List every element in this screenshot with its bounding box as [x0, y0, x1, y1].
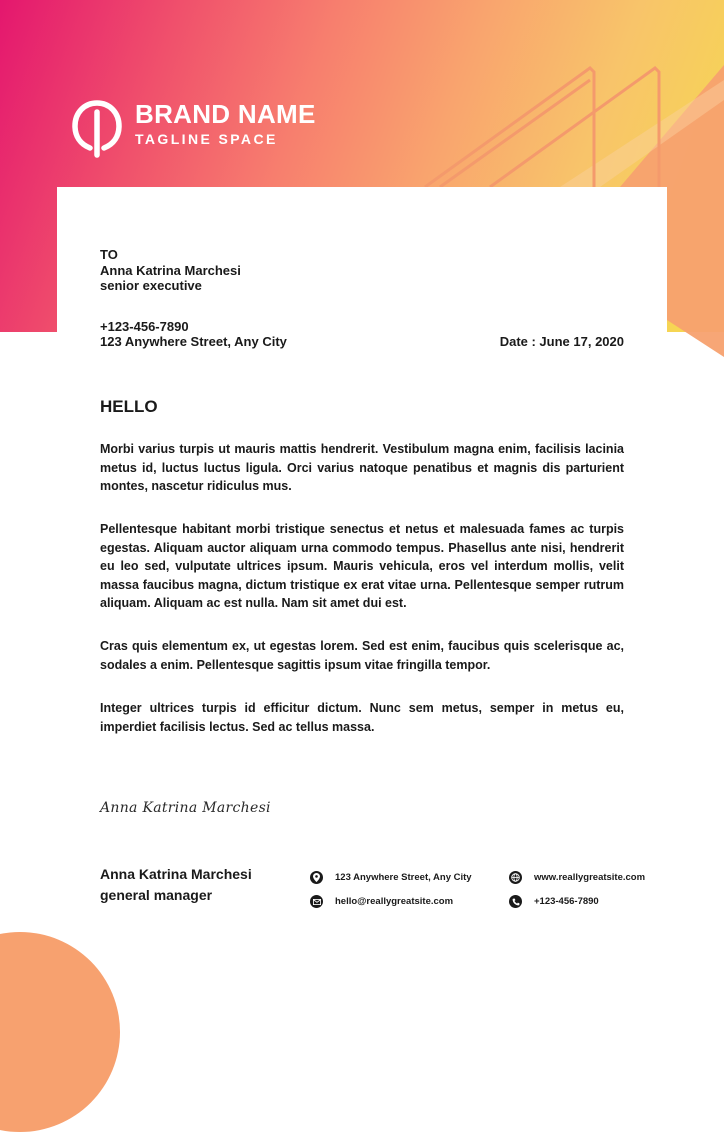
globe-icon: [509, 871, 522, 884]
phone-icon: [509, 895, 522, 908]
footer-website-text[interactable]: www.reallygreatsite.com: [534, 872, 646, 883]
footer-email[interactable]: [310, 895, 453, 908]
letter-date: Date : June 17, 2020: [499, 334, 624, 349]
footer-address: [310, 871, 472, 884]
footer-phone-text: +123-456-7890: [534, 896, 599, 907]
handwritten-signature: Anna Katrina Marchesi: [100, 800, 271, 816]
footer-email-text[interactable]: hello@reallygreatsite.com: [335, 896, 454, 907]
email-icon: [310, 895, 323, 908]
signer-name: Anna Katrina Marchesi: [100, 866, 252, 882]
sender-address: 123 Anywhere Street, Any City: [100, 334, 287, 349]
body-paragraph-1: Morbi varius turpis ut mauris mattis hendrerit. Vestibulum magna enim, facilisis lacinia metus id, luctus luctus ligula. Orci varius natoque penatibus et magnis dis parturient montes, nascetur ridiculus mus.: [100, 442, 624, 494]
recipient-name: Anna Katrina Marchesi: [100, 263, 241, 278]
footer-website[interactable]: [509, 871, 645, 884]
recipient-to-label: TO: [100, 247, 118, 262]
sender-phone: +123-456-7890: [100, 319, 189, 334]
body-paragraph-2: Pellentesque habitant morbi tristique senectus et netus et malesuada fames ac turpis egestas. Aliquam auctor aliquam urna commodo tempus. Phasellus ante nisi, hendrerit eu leo sed, vulputate ultrices ipsum. Mauris vehicula, eros vel interdum mollis, velit massa faucibus magna, dictum tristique ex erat vitae urna. Pellentesque semper rutrum aliquam. Aliquam ac est nulla. Nam sit amet dui est.: [100, 522, 624, 611]
brand-tagline: TAGLINE SPACE: [135, 131, 278, 147]
brand-name: BRAND NAME: [135, 99, 316, 129]
brand-logo-icon: [72, 98, 124, 158]
greeting: HELLO: [100, 397, 158, 416]
location-pin-icon: [310, 871, 323, 884]
footer-address-text: 123 Anywhere Street, Any City: [335, 872, 472, 883]
footer-phone: [509, 895, 599, 908]
body-paragraph-3: Cras quis elementum ex, ut egestas lorem. Sed est enim, faucibus quis scelerisque ac, sodales a enim. Pellentesque sagittis ipsum vitae fringilla tempor.: [100, 639, 624, 672]
signer-title: general manager: [100, 887, 213, 903]
recipient-title: senior executive: [100, 278, 202, 293]
body-paragraph-4: Integer ultrices turpis id efficitur dictum. Nunc sem metus, semper in metus eu, imperdiet facilisis lectus. Sed ac tellus massa.: [100, 701, 624, 734]
